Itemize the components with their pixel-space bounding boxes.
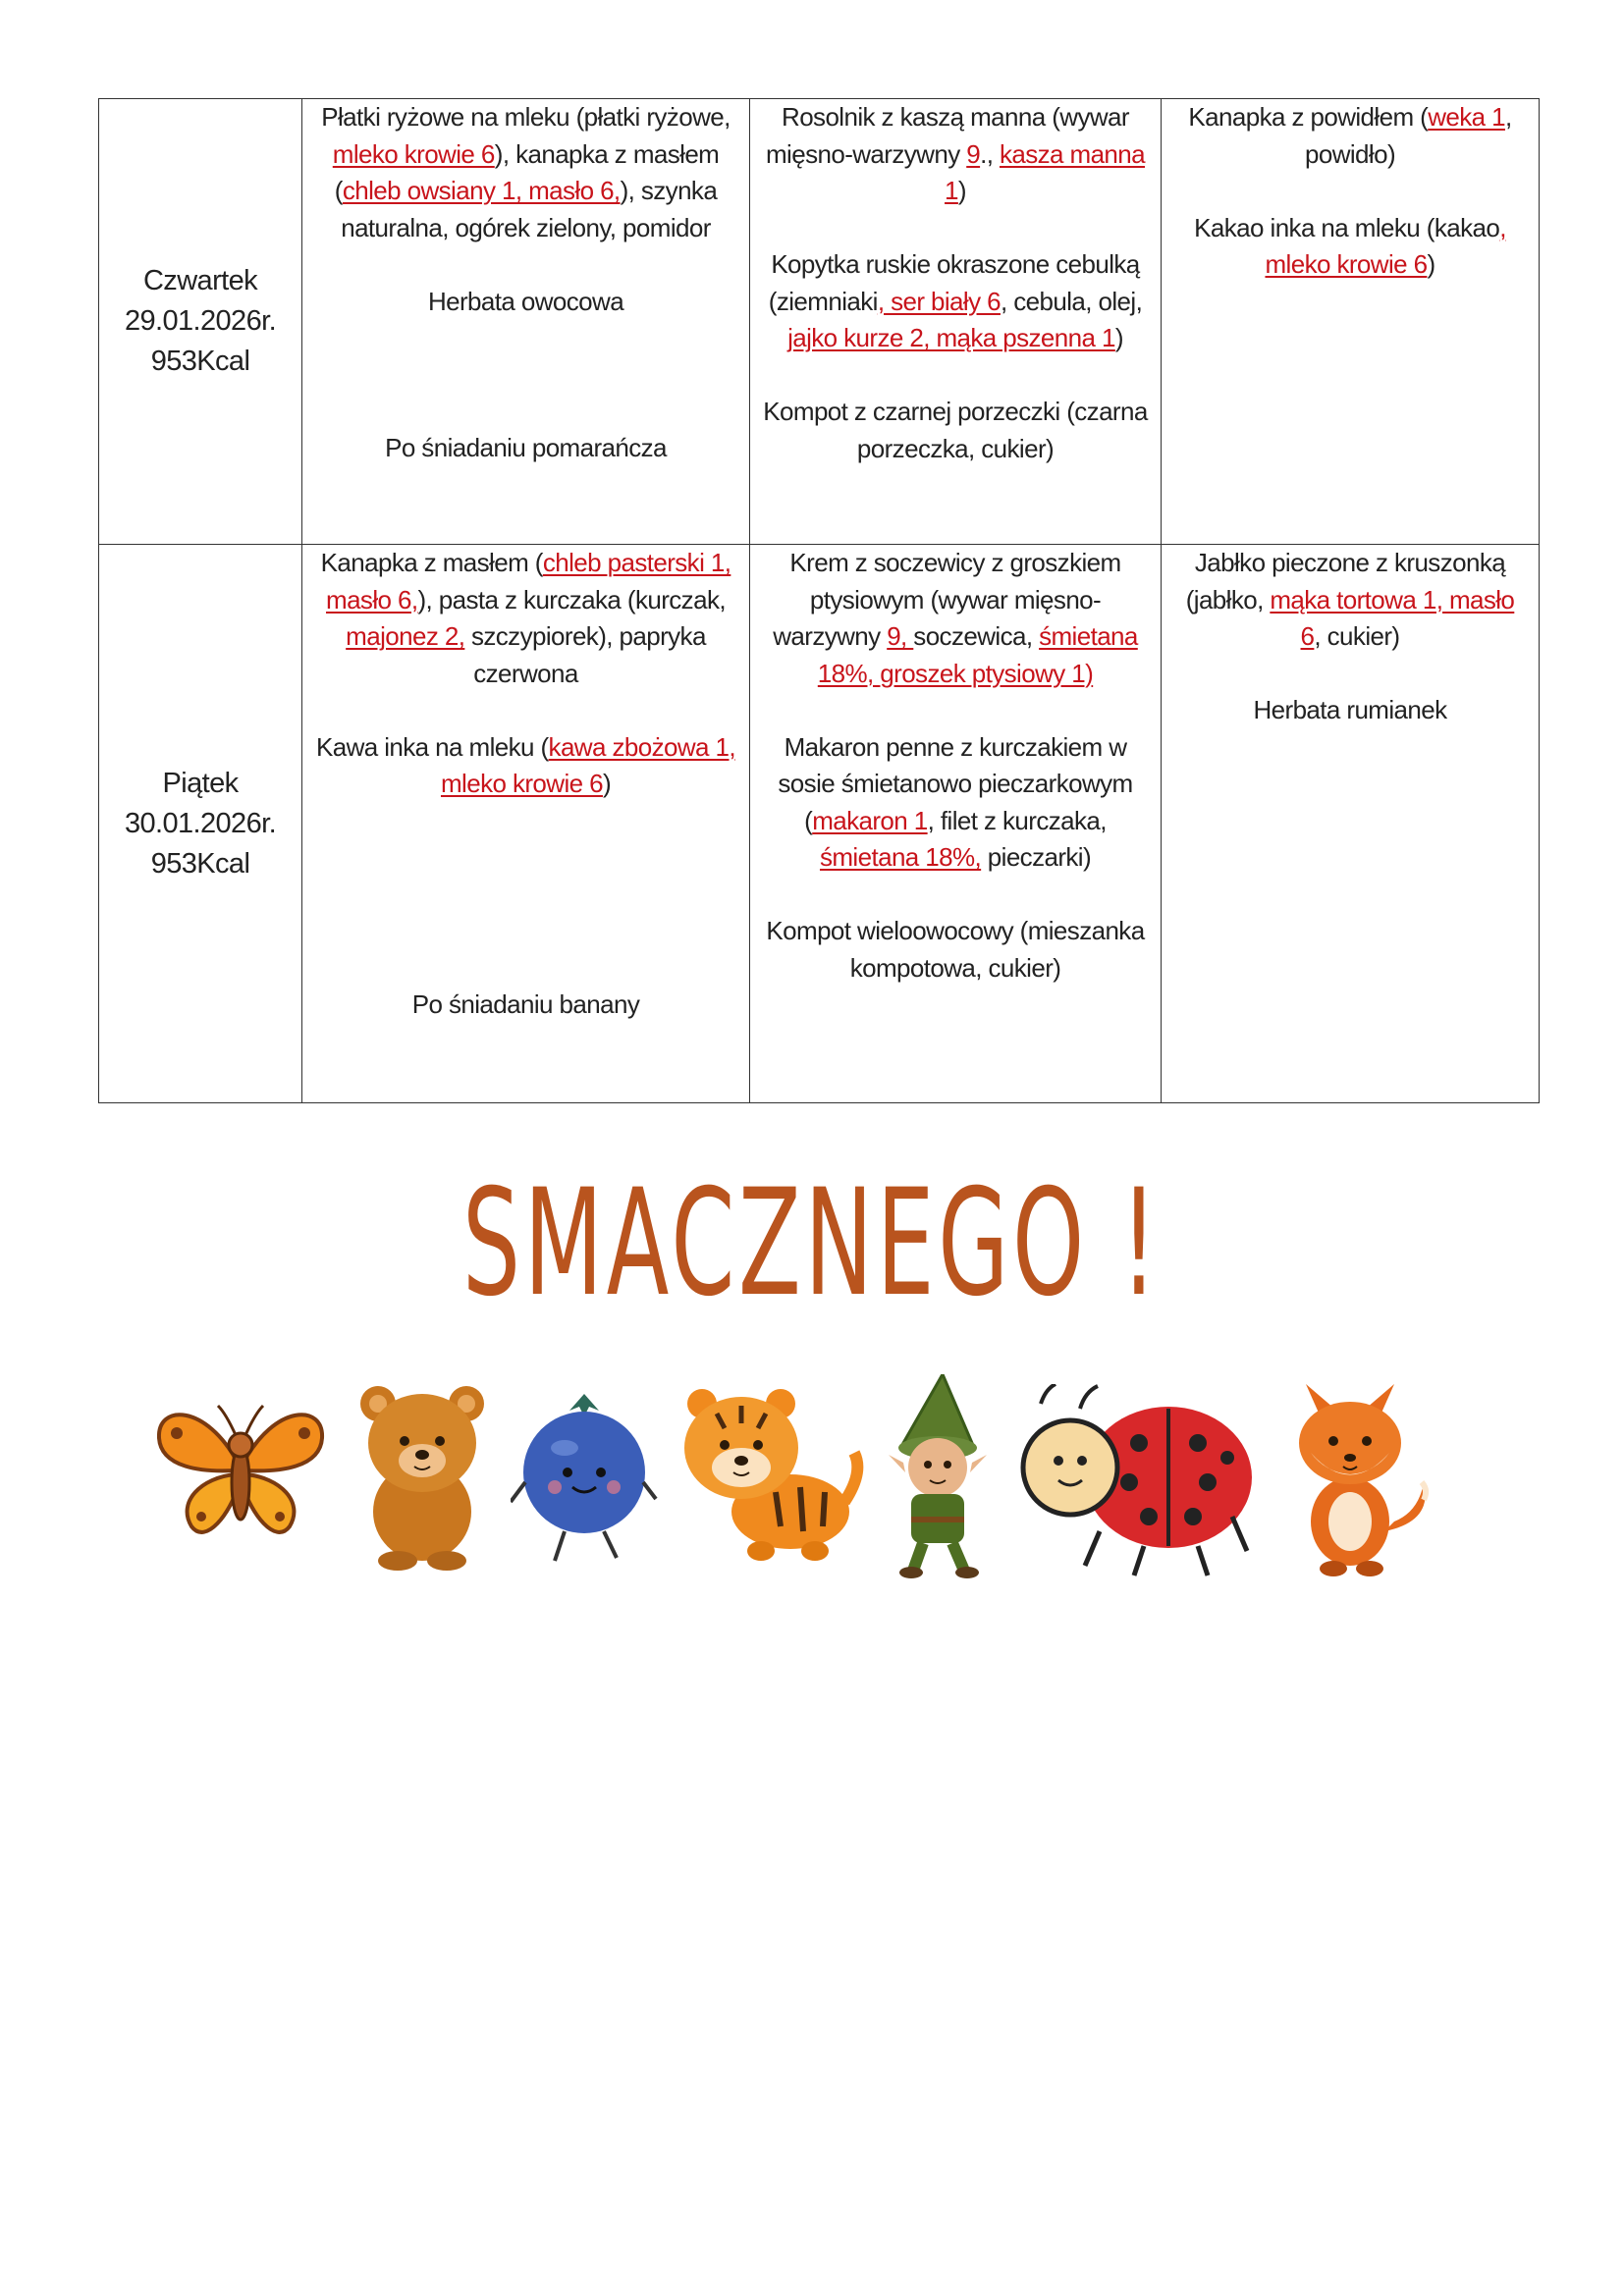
breakfast-drink: Herbata owocowa	[427, 286, 624, 316]
ladybug-icon	[1011, 1384, 1257, 1580]
text: , cukier)	[1314, 621, 1400, 651]
title-text: SMACZNEGO !	[462, 1158, 1162, 1329]
text: .,	[980, 138, 1000, 169]
allergen: kawa zbożowa 1,	[548, 731, 735, 762]
lunch-text	[760, 839, 1151, 877]
lunch-text	[760, 618, 1151, 656]
breakfast-cell	[302, 99, 750, 545]
tiger-icon	[668, 1374, 864, 1571]
lunch-cell	[750, 99, 1162, 545]
breakfast-text: Płatki ryżowe na mleku (płatki ryżowe,	[321, 102, 731, 132]
breakfast-text: czerwona	[473, 658, 578, 688]
text: ), kanapka z masłem	[494, 138, 720, 169]
day-cell	[99, 99, 302, 545]
snack-text	[1171, 99, 1529, 136]
lunch-text	[760, 320, 1151, 357]
menu-row-thursday	[99, 99, 1540, 545]
text: ,	[1504, 102, 1512, 132]
breakfast-cell	[302, 545, 750, 1103]
allergen: śmietana 18%,	[819, 842, 982, 872]
text: )	[602, 769, 612, 798]
menu-row-friday	[99, 545, 1540, 1103]
allergen: weka 1	[1428, 102, 1505, 132]
day-cell	[99, 545, 302, 1103]
snack-cell	[1162, 99, 1540, 545]
lunch-text: kompotowa, cukier)	[849, 952, 1061, 983]
lunch-text: Rosolnik z kaszą manna (wywar	[782, 102, 1129, 132]
allergen: 9,	[887, 621, 914, 651]
after-breakfast: Po śniadaniu banany	[411, 988, 640, 1019]
menu-table	[98, 98, 1540, 1103]
day-date: 29.01.2026r.	[124, 305, 277, 337]
breakfast-text	[312, 582, 739, 619]
allergen: mleko krowie 6	[332, 138, 495, 169]
day-kcal: 953Kcal	[150, 346, 250, 377]
lunch-text: Kopytka ruskie okraszone cebulką	[771, 249, 1140, 279]
text: Kakao inka na mleku (kakao	[1194, 212, 1500, 242]
text: (jabłko,	[1185, 584, 1271, 614]
day-name: Czwartek	[142, 265, 258, 296]
allergen: mąka tortowa 1, masło	[1270, 584, 1515, 614]
allergen: chleb pasterski 1,	[542, 548, 731, 577]
after-breakfast: Po śniadaniu pomarańcza	[385, 433, 667, 462]
lunch-text: porzeczka, cukier)	[856, 433, 1055, 463]
gnome-icon	[874, 1374, 1001, 1580]
text: Kawa inka na mleku (	[315, 731, 549, 762]
text: warzywny	[773, 621, 888, 651]
day-name: Piątek	[162, 767, 239, 799]
text: )	[1427, 249, 1435, 279]
snack-cell	[1162, 545, 1540, 1103]
lunch-text: sosie śmietanowo pieczarkowym	[778, 769, 1133, 798]
snack-text: Jabłko pieczone z kruszonką	[1194, 548, 1506, 577]
breakfast-drink	[312, 729, 739, 767]
lunch-text	[760, 803, 1151, 840]
snack-text	[1171, 582, 1529, 619]
breakfast-text	[312, 545, 739, 582]
text: (	[334, 176, 343, 205]
breakfast-text: naturalna, ogórek zielony, pomidor	[341, 212, 711, 242]
breakfast-text	[312, 136, 739, 174]
lunch-text	[760, 284, 1151, 321]
allergen: 1	[945, 176, 958, 205]
bear-icon	[344, 1374, 501, 1571]
allergen: jajko kurze 2, mąka pszenna 1	[787, 323, 1115, 352]
text: mięsno-warzywny	[765, 138, 967, 169]
text: )	[957, 176, 966, 205]
lunch-cell	[750, 545, 1162, 1103]
snack-text	[1171, 210, 1529, 247]
lunch-text: ptysiowym (wywar mięsno-	[809, 584, 1102, 614]
lunch-text: Makaron penne z kurczakiem w	[784, 731, 1127, 762]
text: szczypiorek), papryka	[464, 621, 706, 651]
allergen: kasza manna	[999, 138, 1146, 169]
fox-icon	[1286, 1374, 1434, 1580]
day-kcal: 953Kcal	[150, 847, 250, 880]
allergen: śmietana	[1039, 621, 1138, 651]
lunch-text: Krem z soczewicy z groszkiem	[789, 548, 1121, 577]
breakfast-text	[312, 173, 739, 210]
text: pieczarki)	[981, 842, 1092, 872]
butterfly-icon	[147, 1394, 334, 1551]
snack-text	[1171, 246, 1529, 284]
smacznego-title	[0, 1158, 1624, 1329]
allergen: mleko krowie 6	[1265, 249, 1428, 279]
text: , filet z kurczaka,	[927, 805, 1107, 835]
breakfast-drink	[312, 766, 739, 803]
lunch-text: Kompot wieloowocowy (mieszanka	[766, 916, 1145, 945]
allergen: majonez 2,	[346, 621, 465, 651]
allergen: 6	[1300, 621, 1315, 651]
text: (ziemniaki	[768, 286, 878, 316]
day-date: 30.01.2026r.	[124, 807, 277, 839]
text: soczewica,	[913, 621, 1040, 651]
allergen: chleb owsiany 1, masło 6,	[342, 176, 621, 205]
text: ), pasta z kurczaka (kurczak,	[417, 584, 726, 614]
text: Kanapka z powidłem (	[1188, 102, 1429, 132]
snack-text	[1171, 618, 1529, 656]
lunch-text: Kompot z czarnej porzeczki (czarna	[763, 397, 1148, 426]
blueberry-icon	[511, 1389, 658, 1575]
allergen: masło 6,	[326, 584, 418, 614]
allergen: 18%, groszek ptysiowy 1)	[817, 658, 1094, 688]
text: (	[804, 805, 813, 835]
text: , cebula, olej,	[1000, 286, 1143, 316]
allergen: , ser biały 6	[877, 286, 1001, 316]
allergen: ,	[1499, 212, 1506, 242]
snack-drink: Herbata rumianek	[1253, 695, 1447, 724]
snack-text: powidło)	[1304, 138, 1396, 169]
text: Kanapka z masłem (	[320, 548, 543, 577]
text: )	[1114, 323, 1123, 352]
allergen: makaron 1	[812, 805, 928, 835]
lunch-text	[760, 173, 1151, 210]
lunch-text	[760, 656, 1151, 693]
text: ), szynka	[620, 176, 718, 205]
allergen: mleko krowie 6	[440, 769, 603, 798]
allergen: 9	[966, 138, 981, 169]
lunch-text	[760, 136, 1151, 174]
breakfast-text	[312, 618, 739, 656]
animal-illustrations	[147, 1374, 1473, 1600]
